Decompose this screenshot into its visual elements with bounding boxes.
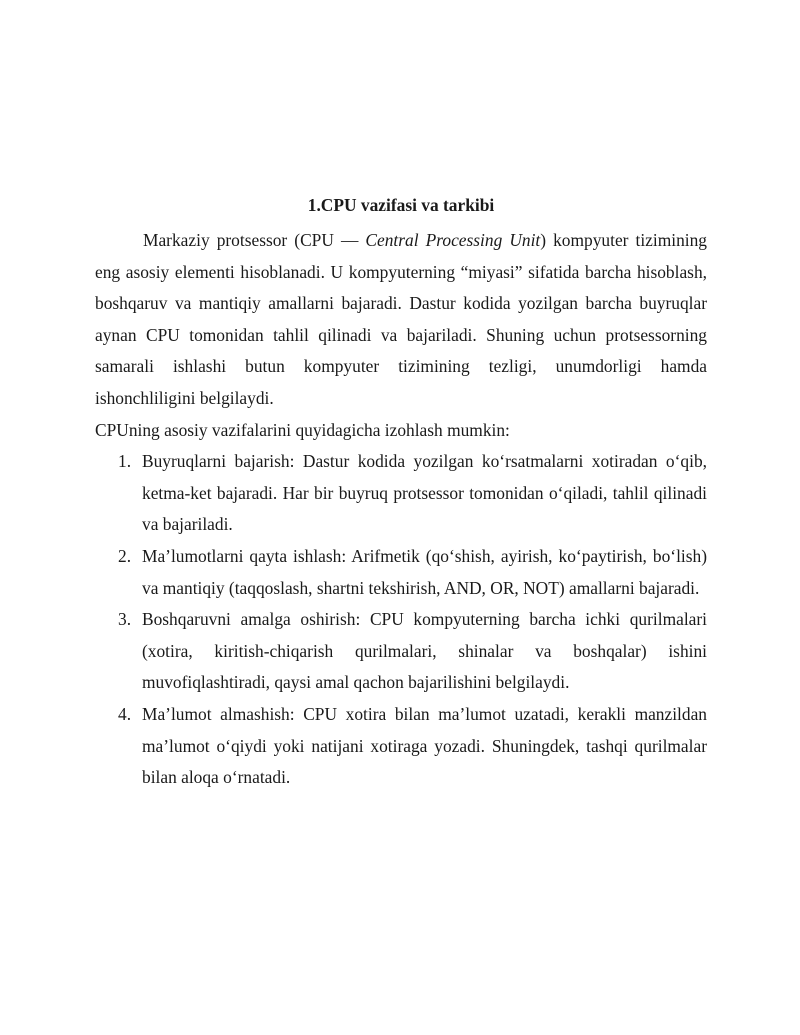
intro-paragraph <box>95 225 707 415</box>
list-item <box>95 699 707 794</box>
intro-italic-term: Central Processing Unit <box>365 230 541 250</box>
list-item-text: Boshqaruvni amalga oshirish: CPU kompyuterning barcha ichki qurilmalari (xotira, kiritish-chiqarish qurilmalari, shinalar va boshqalar) ishini muvofiqlashtiradi, qaysi amal qachon bajarilishini belgilaydi. <box>142 609 707 693</box>
list-item <box>95 446 707 541</box>
section-heading: 1.CPU vazifasi va tarkibi <box>307 195 495 215</box>
list-lead: CPUning asosiy vazifalarini quyidagicha izohlash mumkin: <box>95 419 510 440</box>
list-item <box>95 604 707 699</box>
list-item-number: 2. <box>118 545 132 566</box>
list-item-text: Ma’lumot almashish: CPU xotira bilan ma’lumot uzatadi, kerakli manzildan ma’lumot o‘qiydi yoki natijani xotiraga yozadi. Shuningdek, tashqi qurilmalar bilan aloqa o‘rnatadi. <box>142 703 707 788</box>
document-page <box>95 190 707 794</box>
list-item-text: Buyruqlarni bajarish: Dastur kodida yozilgan ko‘rsatmalarni xotiradan o‘qib, ketma-ket bajaradi. Har bir buyruq protsessor tomonidan o‘qiladi, tahlil qilinadi va bajariladi. <box>142 451 707 535</box>
list-item <box>95 541 707 604</box>
intro-text-rest: ) kompyuter tizimining eng asosiy elementi hisoblanadi. U kompyuterning “miyasi” sifatida barcha hisoblash, boshqaruv va mantiqiy amallarni bajaradi. Dastur kodida yozilgan barcha buyruqlar aynan CPU tomonidan tahlil qilinadi va bajariladi. Shuning uchun protsessorning samarali ishlashi butun kompyuter tizimining tezligi, unumdorligi hamda ishonchliligini belgilaydi. <box>95 230 708 408</box>
list-item-number: 3. <box>118 609 132 630</box>
list-item-text: Ma’lumotlarni qayta ishlash: Arifmetik (qo‘shish, ayirish, ko‘paytirish, bo‘lish) va mantiqiy (taqqoslash, shartni tekshirish, AND, OR, NOT) amallarni bajaradi. <box>142 545 707 598</box>
list-item-number: 4. <box>118 703 132 724</box>
list-item-number: 1. <box>118 451 132 472</box>
intro-text-start: Markaziy protsessor (CPU — <box>143 230 366 250</box>
functions-list <box>95 446 707 794</box>
